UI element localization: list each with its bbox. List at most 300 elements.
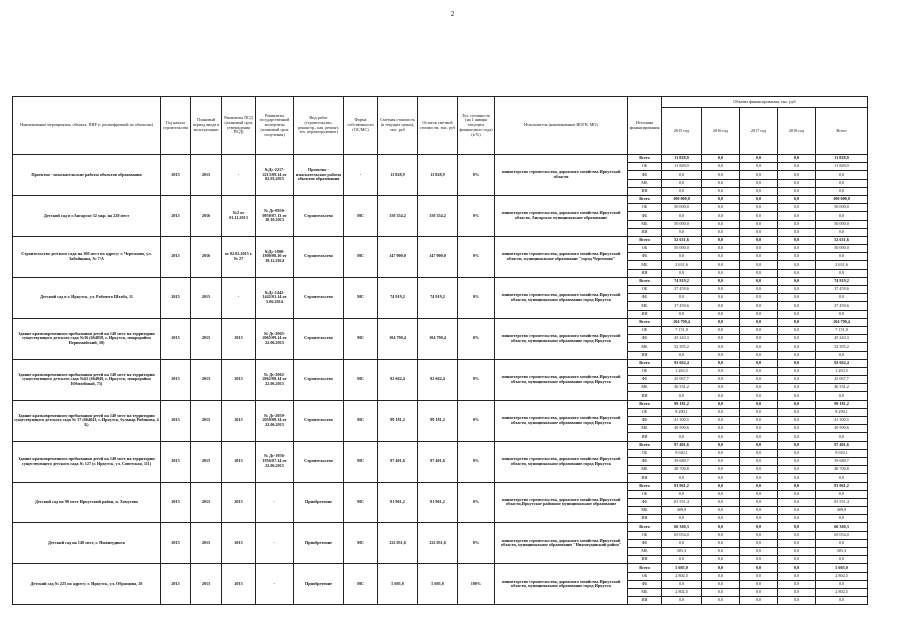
remaining-cost: 11 828,9 [418, 155, 458, 196]
fin-2018: 0,0 [778, 179, 816, 187]
readiness: 0% [458, 482, 495, 523]
fin-2015: 0,0 [662, 556, 702, 564]
estimated-cost: 11 828,9 [378, 155, 418, 196]
fin-2018: 0,0 [778, 212, 816, 220]
fin-2016: 0,0 [702, 531, 740, 539]
page-number: 2 [450, 10, 455, 18]
fin-source: ФБ [628, 212, 662, 220]
fin-2015: 2 802,5 [662, 572, 702, 580]
fin-2017: 0,0 [740, 302, 778, 310]
fin-2016: 0,0 [702, 351, 740, 359]
object-name: Здание кратковременного пребывания детей на 140 мест на территории существующего детского сада № 127 (г. Иркутск, ул. Советская, 111) [13, 441, 161, 482]
table-row [13, 441, 868, 449]
fin-2017: 0,0 [740, 457, 778, 465]
psd-details: 2015 [222, 318, 256, 359]
header-volumes: Объемы финансирования, тыс. руб [662, 97, 868, 108]
fin-2017: 0,0 [740, 597, 778, 605]
fin-source: МБ [628, 466, 662, 474]
fin-source: МБ [628, 302, 662, 310]
plan-year: 2016 [191, 236, 222, 277]
executor: министерство строительства, дорожного хозяйства Иркутской области, муниципальное образование город Иркутск [495, 564, 628, 605]
executor: министерство строительства, дорожного хозяйства Иркутской области, муниципальное образование "Нижнеудинский район" [495, 523, 628, 564]
fin-2015: 409,8 [662, 507, 702, 515]
readiness: 0% [458, 236, 495, 277]
fin-total: 65 054,0 [816, 531, 868, 539]
fin-2016: 0,0 [702, 408, 740, 416]
expertise-details: - [256, 482, 294, 523]
fin-2015: 45 067,7 [662, 376, 702, 384]
fin-2015: 50 000,0 [662, 220, 702, 228]
fin-2018: 0,0 [778, 474, 816, 482]
work-type: Строительство [294, 277, 344, 318]
expertise-details: №Дс-2217-2213/09.14 от 02.03.2015 [256, 155, 294, 196]
fin-total: 0,0 [816, 580, 868, 588]
expertise-details: - [256, 564, 294, 605]
fin-source: ИИ [628, 515, 662, 523]
fin-2016: 0,0 [702, 343, 740, 351]
fin-2016: 0,0 [702, 417, 740, 425]
fin-2018: 0,0 [778, 228, 816, 236]
fin-2015: 39 680,7 [662, 457, 702, 465]
fin-2017: 0,0 [740, 294, 778, 302]
work-type: Приобретение [294, 482, 344, 523]
fin-2015: 0,0 [662, 474, 702, 482]
object-name: Детский сад на 140 мест, г. Нижнеудинск [13, 523, 161, 564]
fin-total: 0,0 [816, 269, 868, 277]
fin-2017: 0,0 [740, 220, 778, 228]
fin-2016: 0,0 [702, 556, 740, 564]
fin-source: ОБ [628, 408, 662, 416]
fin-2017: 0,0 [740, 212, 778, 220]
remaining-cost: 99 181,2 [418, 400, 458, 441]
readiness: 0% [458, 277, 495, 318]
fin-source: Всего [628, 400, 662, 408]
fin-total: 0,0 [816, 179, 868, 187]
fin-2017: 0,0 [740, 507, 778, 515]
header-source: Источник финансирования [628, 97, 662, 155]
fin-2017: 0,0 [740, 269, 778, 277]
table-body [13, 155, 868, 605]
fin-2015: 0,0 [662, 171, 702, 179]
fin-2017: 0,0 [740, 392, 778, 400]
start-year: 2015 [161, 318, 191, 359]
fin-2017: 0,0 [740, 482, 778, 490]
fin-2016: 0,0 [702, 523, 740, 531]
fin-2016: 0,0 [702, 441, 740, 449]
fin-source: ФБ [628, 539, 662, 547]
fin-total: 46 331,2 [816, 384, 868, 392]
fin-total: 1 263,5 [816, 367, 868, 375]
fin-total: 11 828,9 [816, 163, 868, 171]
fin-2018: 0,0 [778, 294, 816, 302]
executor: министерство строительства, дорожного хозяйства Иркутской области, муниципальное образование город Иркутск [495, 277, 628, 318]
executor: министерство строительства, дорожного хозяйства Иркутской области, Ангарское муниципальное образование [495, 195, 628, 236]
readiness: 0% [458, 400, 495, 441]
fin-2017: 0,0 [740, 155, 778, 163]
work-type: Строительство [294, 359, 344, 400]
fin-source: ИИ [628, 433, 662, 441]
table-row [13, 195, 868, 203]
fin-source: ОБ [628, 449, 662, 457]
fin-source: Всего [628, 482, 662, 490]
remaining-cost: 74 919,2 [418, 277, 458, 318]
fin-source: ФБ [628, 376, 662, 384]
fin-2017: 0,0 [740, 531, 778, 539]
fin-2018: 0,0 [778, 556, 816, 564]
fin-2015: 11 828,9 [662, 155, 702, 163]
plan-year: 2015 [191, 482, 222, 523]
fin-source: ОБ [628, 572, 662, 580]
fin-2016: 0,0 [702, 376, 740, 384]
fin-2018: 0,0 [778, 204, 816, 212]
fin-2016: 0,0 [702, 179, 740, 187]
fin-2017: 0,0 [740, 474, 778, 482]
fin-source: ОБ [628, 326, 662, 334]
remaining-cost: 122 051,6 [418, 523, 458, 564]
psd-details: от 02.02.2015 г. № 27 [222, 236, 256, 277]
fin-total: 39 680,7 [816, 457, 868, 465]
header-ownership: Форма собственности (ОС/МС) [344, 97, 378, 155]
fin-total: 2 802,5 [816, 572, 868, 580]
work-type: Проектно - изыскательские работы объектов образования [294, 155, 344, 196]
fin-2017: 0,0 [740, 417, 778, 425]
fin-2018: 0,0 [778, 351, 816, 359]
fin-2016: 0,0 [702, 588, 740, 596]
fin-source: ИИ [628, 392, 662, 400]
fin-2017: 0,0 [740, 195, 778, 203]
fin-2015: 0,0 [662, 269, 702, 277]
object-name: Детский сад в г.Ангарске 32 мкр. на 220 мест [13, 195, 161, 236]
fin-2015: 0,0 [662, 212, 702, 220]
fin-total: 409,8 [816, 507, 868, 515]
fin-2018: 0,0 [778, 376, 816, 384]
ownership: МС [344, 441, 378, 482]
fin-total: 2 631,6 [816, 261, 868, 269]
readiness: 0% [458, 441, 495, 482]
header-expertise: Реквизиты государственной экспертизы (плановый срок получения) [256, 97, 294, 155]
fin-2015: 49 590,6 [662, 425, 702, 433]
header-estimated-cost: Сметная стоимость (в текущих ценах), тыс. руб [378, 97, 418, 155]
fin-2018: 0,0 [778, 384, 816, 392]
fin-2018: 0,0 [778, 392, 816, 400]
fin-2018: 0,0 [778, 155, 816, 163]
fin-2015: 1 263,5 [662, 367, 702, 375]
fin-2016: 0,0 [702, 204, 740, 212]
fin-2015: 2 631,6 [662, 261, 702, 269]
fin-2017: 0,0 [740, 515, 778, 523]
fin-total: 52 631,6 [816, 236, 868, 244]
fin-2016: 0,0 [702, 253, 740, 261]
fin-2015: 0,0 [662, 228, 702, 236]
fin-2015: 37 459,6 [662, 302, 702, 310]
fin-total: 81 551,4 [816, 498, 868, 506]
fin-2015: 0,0 [662, 490, 702, 498]
fin-2018: 0,0 [778, 597, 816, 605]
fin-2015: 9 020,1 [662, 449, 702, 457]
ownership: МС [344, 359, 378, 400]
start-year: 2015 [161, 400, 191, 441]
fin-total: 9 020,1 [816, 449, 868, 457]
object-name: Здание кратковременного пребывания детей на 140 мест на территории существующего детского сада №62 (664049, г. Иркутск, микрорайон Юбилейный, 73) [13, 359, 161, 400]
fin-2018: 0,0 [778, 245, 816, 253]
readiness: 0% [458, 523, 495, 564]
fin-source: МБ [628, 220, 662, 228]
object-name: Проектно - изыскательские работы объектов образования [13, 155, 161, 196]
fin-2017: 0,0 [740, 253, 778, 261]
fin-2017: 0,0 [740, 236, 778, 244]
fin-2016: 0,0 [702, 425, 740, 433]
table-row [13, 318, 868, 326]
fin-2017: 0,0 [740, 245, 778, 253]
fin-total: 0,0 [816, 187, 868, 195]
header-2015: 2015 год [662, 108, 702, 155]
fin-2018: 0,0 [778, 523, 816, 531]
object-name: Здание кратковременного пребывания детей на 140 мест на территории существующего детского сада №36 (664058, г. Иркутск, микрорайон Первомайский, 30) [13, 318, 161, 359]
fin-2016: 0,0 [702, 433, 740, 441]
fin-2017: 0,0 [740, 261, 778, 269]
fin-2016: 0,0 [702, 187, 740, 195]
fin-2016: 0,0 [702, 515, 740, 523]
fin-source: Всего [628, 441, 662, 449]
fin-source: ОБ [628, 204, 662, 212]
expertise-details: № Дс-2062-2062/08.14 от 22.06.2015 [256, 359, 294, 400]
fin-2016: 0,0 [702, 302, 740, 310]
ownership: МС [344, 482, 378, 523]
fin-2015: 0,0 [662, 351, 702, 359]
expertise-details: № Дс-0950-0950/07.13 от 10.10.2013 [256, 195, 294, 236]
fin-2016: 0,0 [702, 236, 740, 244]
estimated-cost: 5 605,0 [378, 564, 418, 605]
fin-source: Всего [628, 318, 662, 326]
fin-2016: 0,0 [702, 294, 740, 302]
fin-2016: 0,0 [702, 367, 740, 375]
header-executor: Исполнитель (наименование ИОГВ, МО) [495, 97, 628, 155]
table-row [13, 236, 868, 244]
plan-year: 2015 [191, 359, 222, 400]
object-name: Детский сад на 90 мест Иркутский район, п. Хомутово [13, 482, 161, 523]
fin-total: 45 243,3 [816, 335, 868, 343]
fin-total: 49 590,6 [816, 425, 868, 433]
fin-source: Всего [628, 236, 662, 244]
plan-year: 2015 [191, 564, 222, 605]
fin-2016: 0,0 [702, 384, 740, 392]
fin-source: Всего [628, 564, 662, 572]
fin-2017: 0,0 [740, 286, 778, 294]
fin-source: Всего [628, 155, 662, 163]
fin-2018: 0,0 [778, 580, 816, 588]
fin-source: ФБ [628, 457, 662, 465]
executor: министерство строительства, дорожного хозяйства Иркутской области, муниципальное образование город Иркутск [495, 318, 628, 359]
fin-source: ИИ [628, 187, 662, 195]
fin-total: 0,0 [816, 392, 868, 400]
fin-total: 99 181,2 [816, 400, 868, 408]
fin-2017: 0,0 [740, 343, 778, 351]
object-name: Детский сад в г. Иркутск, ул. Рабочего Штаба, 11 [13, 277, 161, 318]
fin-2017: 0,0 [740, 580, 778, 588]
fin-2016: 0,0 [702, 580, 740, 588]
remaining-cost: 104 790,4 [418, 318, 458, 359]
fin-2017: 0,0 [740, 384, 778, 392]
fin-total: 100 000,0 [816, 195, 868, 203]
fin-source: ИИ [628, 556, 662, 564]
fin-2016: 0,0 [702, 400, 740, 408]
fin-2016: 0,0 [702, 228, 740, 236]
remaining-cost: 81 961,2 [418, 482, 458, 523]
estimated-cost: 150 354,2 [378, 195, 418, 236]
fin-2017: 0,0 [740, 548, 778, 556]
remaining-cost: 150 354,2 [418, 195, 458, 236]
fin-2017: 0,0 [740, 498, 778, 506]
fin-2018: 0,0 [778, 171, 816, 179]
work-type: Строительство [294, 318, 344, 359]
start-year: 2015 [161, 277, 191, 318]
fin-2018: 0,0 [778, 302, 816, 310]
fin-source: ИИ [628, 351, 662, 359]
fin-2017: 0,0 [740, 367, 778, 375]
table-row [13, 400, 868, 408]
estimated-cost: 147 000,0 [378, 236, 418, 277]
fin-source: ФБ [628, 580, 662, 588]
fin-total: 305,3 [816, 548, 868, 556]
fin-total: 0,0 [816, 490, 868, 498]
fin-2018: 0,0 [778, 539, 816, 547]
remaining-cost: 92 662,4 [418, 359, 458, 400]
fin-total: 0,0 [816, 515, 868, 523]
fin-total: 0,0 [816, 539, 868, 547]
fin-2016: 0,0 [702, 318, 740, 326]
fin-source: ИИ [628, 228, 662, 236]
expertise-details: №Дс-1800-1800/08.10 от 19.12.2014 [256, 236, 294, 277]
psd-details: 2015 [222, 441, 256, 482]
object-name: Детский сад № 225 по адресу: г. Иркутск, ул. Образцова, 2б [13, 564, 161, 605]
fin-2018: 0,0 [778, 236, 816, 244]
fin-2016: 0,0 [702, 449, 740, 457]
expertise-details: № Дс-2059-2059/08.14 от 22.06.2015 [256, 400, 294, 441]
expertise-details: - [256, 523, 294, 564]
ownership: МС [344, 400, 378, 441]
fin-2018: 0,0 [778, 187, 816, 195]
fin-2016: 0,0 [702, 392, 740, 400]
fin-2015: 2 802,5 [662, 588, 702, 596]
start-year: 2015 [161, 523, 191, 564]
fin-total: 0,0 [816, 228, 868, 236]
fin-total: 104 790,4 [816, 318, 868, 326]
fin-2015: 92 662,4 [662, 359, 702, 367]
fin-2016: 0,0 [702, 597, 740, 605]
fin-2015: 0,0 [662, 433, 702, 441]
header-readiness: Тех. готовность (на 1 января текущего финансового года) (в %) [458, 97, 495, 155]
table-row [13, 359, 868, 367]
financing-table [12, 96, 868, 605]
fin-2015: 66 360,3 [662, 523, 702, 531]
remaining-cost: 5 605,0 [418, 564, 458, 605]
fin-source: ИИ [628, 269, 662, 277]
start-year: 2015 [161, 155, 191, 196]
fin-2017: 0,0 [740, 318, 778, 326]
start-year: 2015 [161, 359, 191, 400]
fin-source: МБ [628, 507, 662, 515]
fin-total: 0,0 [816, 556, 868, 564]
fin-2016: 0,0 [702, 507, 740, 515]
fin-source: ОБ [628, 367, 662, 375]
fin-2015: 0,0 [662, 580, 702, 588]
estimated-cost: 122 051,6 [378, 523, 418, 564]
fin-2015: 104 790,4 [662, 318, 702, 326]
fin-2017: 0,0 [740, 556, 778, 564]
executor: министерство строительства, дорожного хозяйства Иркутской области, муниципальное образование город Иркутск [495, 400, 628, 441]
fin-2018: 0,0 [778, 490, 816, 498]
fin-total: 0,0 [816, 171, 868, 179]
fin-2016: 0,0 [702, 335, 740, 343]
executor: министерство строительства, дорожного хозяйства Иркутской области, муниципальное образование "город Черемхово" [495, 236, 628, 277]
fin-2018: 0,0 [778, 548, 816, 556]
fin-2017: 0,0 [740, 490, 778, 498]
table-row [13, 277, 868, 285]
fin-2018: 0,0 [778, 310, 816, 318]
fin-2015: 99 181,2 [662, 400, 702, 408]
fin-source: ФБ [628, 498, 662, 506]
fin-2016: 0,0 [702, 310, 740, 318]
fin-total: 74 919,2 [816, 277, 868, 285]
psd-details: 2015 [222, 523, 256, 564]
fin-source: ФБ [628, 335, 662, 343]
fin-source: МБ [628, 384, 662, 392]
fin-2017: 0,0 [740, 425, 778, 433]
fin-total: 11 828,9 [816, 155, 868, 163]
fin-2017: 0,0 [740, 408, 778, 416]
table-row [13, 523, 868, 531]
start-year: 2015 [161, 441, 191, 482]
fin-2015: 52 395,2 [662, 343, 702, 351]
fin-2018: 0,0 [778, 220, 816, 228]
fin-2017: 0,0 [740, 171, 778, 179]
fin-source: МБ [628, 261, 662, 269]
fin-2018: 0,0 [778, 449, 816, 457]
header-start-year: Год начала строительства [161, 97, 191, 155]
fin-2017: 0,0 [740, 400, 778, 408]
work-type: Строительство [294, 400, 344, 441]
executor: министерство строительства, дорожного хозяйства Иркутской области [495, 155, 628, 196]
header-psd: Реквизиты ПСД (плановый срок утверждения ПСД) [222, 97, 256, 155]
readiness: 0% [458, 195, 495, 236]
ownership: МС [344, 236, 378, 277]
plan-year: 2015 [191, 155, 222, 196]
fin-2015: 81 551,4 [662, 498, 702, 506]
fin-2015: 11 828,9 [662, 163, 702, 171]
fin-2016: 0,0 [702, 220, 740, 228]
fin-2018: 0,0 [778, 498, 816, 506]
ownership: - [344, 155, 378, 196]
start-year: 2015 [161, 564, 191, 605]
fin-source: Всего [628, 523, 662, 531]
fin-2015: 37 459,6 [662, 286, 702, 294]
fin-2017: 0,0 [740, 310, 778, 318]
fin-2017: 0,0 [740, 433, 778, 441]
expertise-details: № Дс-2065-2065/09.14 от 22.06.2015 [256, 318, 294, 359]
fin-source: ИИ [628, 474, 662, 482]
fin-2018: 0,0 [778, 588, 816, 596]
fin-2018: 0,0 [778, 253, 816, 261]
fin-2016: 0,0 [702, 212, 740, 220]
fin-2015: 8 290,1 [662, 408, 702, 416]
fin-2017: 0,0 [740, 539, 778, 547]
fin-total: 2 802,5 [816, 588, 868, 596]
fin-2017: 0,0 [740, 359, 778, 367]
fin-source: МБ [628, 343, 662, 351]
fin-2017: 0,0 [740, 466, 778, 474]
fin-2015: 0,0 [662, 539, 702, 547]
fin-2015: 0,0 [662, 187, 702, 195]
